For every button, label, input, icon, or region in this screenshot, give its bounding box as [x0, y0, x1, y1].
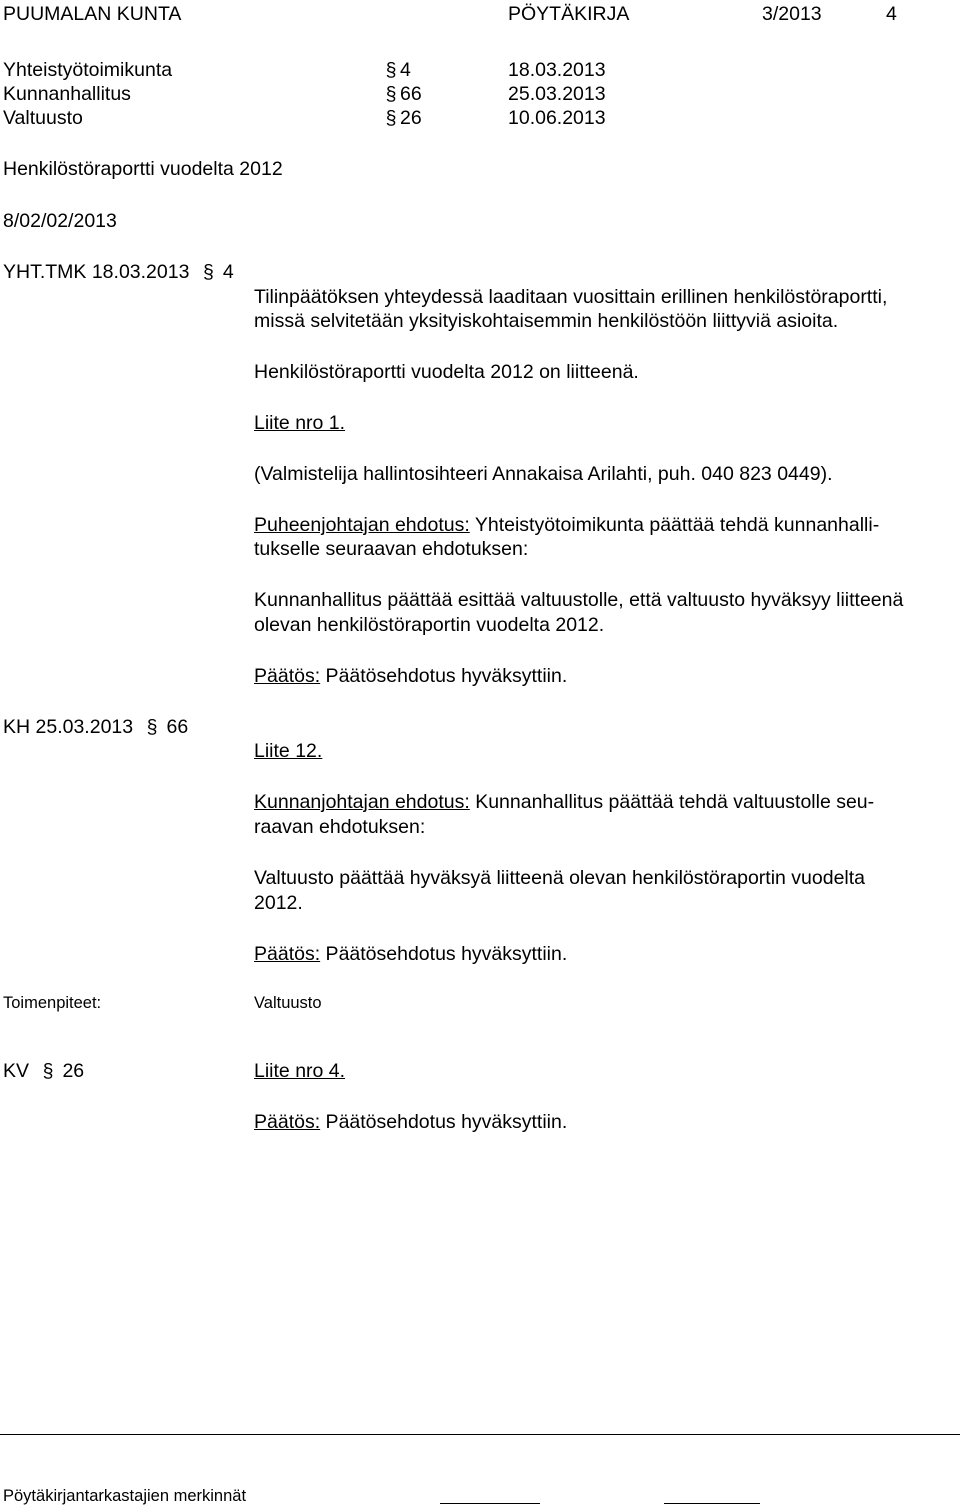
kh-proposal-line-1	[254, 791, 874, 814]
doc-type: PÖYTÄKIRJA	[508, 3, 630, 25]
yht-proposal-body-line-1: Kunnanhallitus päättää esittää valtuustolle, että valtuusto hyväksyy liitteenä	[254, 589, 904, 611]
section-mark	[382, 107, 400, 130]
section-mark	[382, 59, 400, 82]
yht-ref-section: 4	[222, 261, 234, 283]
signature-line	[664, 1503, 760, 1504]
org-name: PUUMALAN KUNTA	[3, 3, 182, 25]
meeting-date: 10.06.2013	[508, 107, 606, 129]
kv-ref-label: KV	[3, 1060, 30, 1082]
kh-ref-label: KH 25.03.2013	[3, 716, 134, 738]
yht-intro-line-1: Tilinpäätöksen yhteydessä laaditaan vuosittain erillinen henkilöstöraportti,	[254, 286, 888, 308]
kh-proposal-text: Kunnanhallitus päättää tehdä valtuustolle seu-	[469, 791, 875, 813]
kh-decision-text: Päätösehdotus hyväksyttiin.	[320, 943, 568, 965]
meeting-section: 26	[400, 107, 422, 129]
section-icon: §	[385, 83, 397, 105]
page-number: 4	[886, 3, 897, 25]
footer-label: Pöytäkirjantarkastajien merkinnät	[3, 1487, 247, 1505]
kh-proposal-body-line-2: 2012.	[254, 892, 303, 914]
kv-ref-section: 26	[62, 1060, 85, 1082]
section-icon: §	[42, 1060, 54, 1082]
yht-attachment-link[interactable]: Liite nro 1.	[254, 412, 346, 434]
doc-number: 3/2013	[762, 3, 822, 25]
section-icon: §	[146, 716, 158, 738]
kh-ref-section: 66	[166, 716, 189, 738]
section-icon: §	[203, 261, 214, 283]
section-icon: §	[385, 107, 397, 129]
footer-divider	[0, 1434, 960, 1435]
file-reference: 8/02/02/2013	[3, 210, 117, 232]
kv-ref	[3, 1060, 84, 1083]
yht-intro-line-2: missä selvitetään yksityiskohtaisemmin henkilöstöön liittyviä asioita.	[254, 310, 839, 332]
kh-proposal-label: Kunnanjohtajan ehdotus:	[254, 791, 470, 813]
actions-value: Valtuusto	[254, 994, 322, 1012]
meeting-section: 66	[400, 83, 422, 105]
yht-decision-text: Päätösehdotus hyväksyttiin.	[320, 665, 568, 687]
kv-decision	[254, 1111, 567, 1134]
meeting-date: 18.03.2013	[508, 59, 606, 81]
section-mark	[382, 83, 400, 106]
kv-attachment-link[interactable]: Liite nro 4.	[254, 1060, 346, 1082]
kh-proposal-line-2: raavan ehdotuksen:	[254, 816, 426, 838]
yht-preparer: (Valmistelija hallintosihteeri Annakaisa Arilahti, puh. 040 823 0449).	[254, 463, 833, 485]
section-icon: §	[385, 59, 397, 81]
kh-decision	[254, 943, 567, 966]
meeting-body: Kunnanhallitus	[3, 83, 131, 105]
yht-proposal-line-1	[254, 514, 879, 537]
signature-line	[440, 1503, 540, 1504]
yht-proposal-label: Puheenjohtajan ehdotus:	[254, 514, 470, 536]
kh-attachment-link[interactable]: Liite 12.	[254, 740, 323, 762]
yht-proposal-line-2: tukselle seuraavan ehdotuksen:	[254, 538, 529, 560]
meeting-date: 25.03.2013	[508, 83, 606, 105]
yht-proposal-body-line-2: olevan henkilöstöraportin vuodelta 2012.	[254, 614, 605, 636]
meeting-body: Valtuusto	[3, 107, 83, 129]
yht-proposal-text: Yhteistyötoimikunta päättää tehdä kunnanhalli-	[469, 514, 880, 536]
yht-decision	[254, 665, 567, 688]
yht-decision-label: Päätös:	[254, 665, 321, 687]
actions-label: Toimenpiteet:	[3, 994, 102, 1012]
kv-decision-label: Päätös:	[254, 1111, 321, 1133]
kh-decision-label: Päätös:	[254, 943, 321, 965]
yht-ref	[3, 261, 234, 284]
kv-decision-text: Päätösehdotus hyväksyttiin.	[320, 1111, 568, 1133]
meeting-body: Yhteistyötoimikunta	[3, 59, 173, 81]
meeting-section: 4	[400, 59, 411, 81]
kh-ref	[3, 716, 188, 739]
kh-proposal-body-line-1: Valtuusto päättää hyväksyä liitteenä olevan henkilöstöraportin vuodelta	[254, 867, 866, 889]
yht-ref-label: YHT.TMK 18.03.2013	[3, 261, 190, 283]
subject-title: Henkilöstöraportti vuodelta 2012	[3, 158, 283, 180]
yht-report-note: Henkilöstöraportti vuodelta 2012 on liitteenä.	[254, 361, 639, 383]
